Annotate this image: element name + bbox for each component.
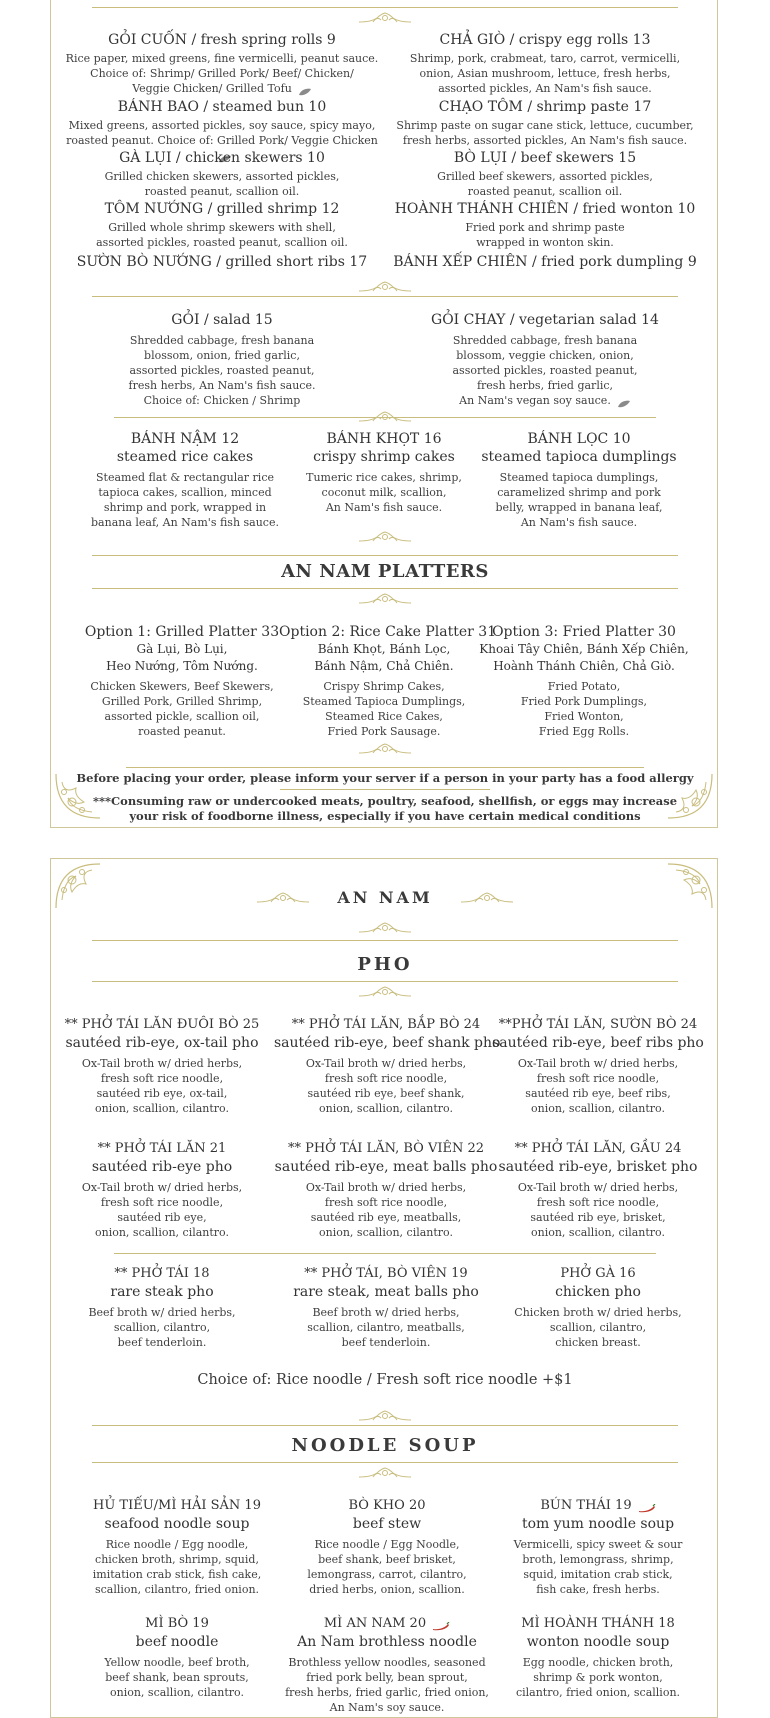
menu-item-description: sautéed rib eye, meatballs, [310, 1211, 462, 1224]
menu-item-description: Grilled chicken skewers, assorted pickles, [104, 170, 340, 183]
section-divider-line [92, 7, 678, 8]
menu-item-description: beef shank, bean sprouts, [105, 1671, 249, 1684]
section-divider-line [92, 555, 678, 556]
menu-item-description: assorted pickles, roasted peanut, [129, 364, 315, 377]
menu-item-description: fresh soft rice noodle, [536, 1072, 660, 1085]
menu-item-description: fresh herbs, fried garlic, [476, 379, 614, 392]
menu-item-subtitle: Khoai Tây Chiên, Bánh Xếp Chiên, [479, 642, 689, 656]
menu-item-description: blossom, onion, fried garlic, [144, 349, 300, 362]
menu-item-description: Grilled beef skewers, assorted pickles, [437, 170, 653, 183]
menu-item-description: fresh soft rice noodle, [324, 1072, 448, 1085]
menu-item-description: Choice of: Chicken / Shrimp [143, 394, 301, 407]
menu-item-subtitle: sautéed rib-eye, beef ribs pho [492, 1035, 704, 1051]
appetizer-item [380, 31, 710, 96]
menu-item-description: roasted peanut. [138, 725, 226, 738]
menu-item-description: Mixed greens, assorted pickles, soy sauce, spicy mayo, [68, 119, 376, 132]
platter-item [77, 623, 287, 739]
menu-item-description: onion, scallion, cilantro. [110, 1686, 244, 1699]
menu-item-description: scallion, cilantro, [549, 1321, 647, 1334]
menu-item-description: imitation crab stick, fish cake, [92, 1568, 262, 1581]
menu-item-description: beef tenderloin. [341, 1336, 431, 1349]
menu-item-description: onion, scallion, cilantro. [95, 1226, 229, 1239]
menu-item-description: An Nam's fish sauce. [520, 516, 638, 529]
rice-cake-item [479, 430, 679, 530]
menu-item-subtitle: rare steak, meat balls pho [293, 1284, 479, 1300]
top-flourish-ornament [357, 10, 413, 26]
menu-item-description: assorted pickles, roasted peanut, [452, 364, 638, 377]
menu-item-description: scallion, cilantro, meatballs, [307, 1321, 465, 1334]
menu-item-description: sautéed rib eye, beef shank, [307, 1087, 465, 1100]
salad-item [92, 311, 352, 408]
appetizer-item [380, 98, 710, 148]
menu-item-description: Vermicelli, spicy sweet & sour [513, 1538, 683, 1551]
menu-item-description: Chicken broth w/ dried herbs, [514, 1306, 682, 1319]
section-divider-line [92, 588, 678, 589]
spacer [380, 271, 710, 273]
menu-item-subtitle: Bánh Khọt, Bánh Lọc, [317, 642, 451, 656]
menu-item-name: BÁNH XẾP CHIÊN / fried pork dumpling 9 [393, 254, 697, 270]
menu-item-name: SƯỜN BÒ NƯỚNG / grilled short ribs 17 [76, 254, 368, 270]
menu-item-description: scallion, cilantro, fried onion. [94, 1583, 260, 1596]
appetizer-item [57, 149, 387, 199]
menu-item-description: Tumeric rice cakes, shrimp, [306, 471, 462, 484]
pho-item [50, 1265, 274, 1350]
chili-pepper-icon [432, 1619, 450, 1628]
menu-item-name: BÁNH NẬM 12 [130, 431, 240, 447]
menu-item-description: Fried Potato, [547, 680, 621, 693]
menu-item-name: **PHỞ TÁI LĂN, SƯỜN BÒ 24 [498, 1017, 698, 1032]
flourish-ornament [357, 741, 413, 757]
pho-item [486, 1140, 710, 1240]
menu-item-subtitle: rare steak pho [110, 1284, 214, 1300]
menu-item-name: BÚN THÁI 19 [488, 1497, 708, 1515]
menu-item-subtitle: sautéed rib-eye, ox-tail pho [65, 1035, 259, 1051]
menu-item-name: GỎI CUỐN / fresh spring rolls 9 [108, 32, 336, 48]
menu-item-description: Grilled Pork, Grilled Shrimp, [101, 695, 263, 708]
menu-item-description: coconut milk, scallion, [321, 486, 447, 499]
consumption-warning: ***Consuming raw or undercooked meats, poultry, seafood, shellfish, or eggs may increase [92, 794, 678, 808]
menu-item-description: Shrimp paste on sugar cane stick, lettuce, cucumber, [396, 119, 694, 132]
menu-item-description: fresh herbs, assorted pickles, An Nam's fish sauce. [402, 134, 688, 147]
menu-item-description: Veggie Chicken/ Grilled Tofu [57, 81, 387, 96]
noodle-soup-item [67, 1615, 287, 1700]
section-title-platters: AN NAM PLATTERS [281, 561, 489, 582]
menu-item-subtitle: sautéed rib-eye, beef shank pho [274, 1035, 501, 1051]
dashed-divider [280, 789, 490, 790]
menu-item-description: Shrimp, pork, crabmeat, taro, carrot, vermicelli, [409, 52, 681, 65]
menu-item-description: Beef broth w/ dried herbs, [88, 1306, 236, 1319]
divider-line [114, 1253, 656, 1254]
menu-item-name: ** PHỞ TÁI LĂN ĐUÔI BÒ 25 [64, 1017, 260, 1032]
allergy-note: Before placing your order, please inform your server if a person in your party has a food allergy [76, 771, 694, 785]
menu-item-description: Rice noodle / Egg noodle, [105, 1538, 249, 1551]
menu-item-name: BÁNH KHỌT 16 [326, 431, 442, 447]
rice-cake-item [284, 430, 484, 515]
menu-item-description: fish cake, fresh herbs. [536, 1583, 660, 1596]
menu-item-name: ** PHỞ TÁI, BÒ VIÊN 19 [304, 1266, 468, 1281]
menu-item-description: An Nam's fish sauce. [325, 501, 443, 514]
menu-item-description: onion, scallion, cilantro. [531, 1226, 665, 1239]
flourish-ornament [357, 279, 413, 295]
brand-name: AN NAM [337, 888, 433, 907]
menu-item-description: Fried pork and shrimp paste [465, 221, 625, 234]
spacer [57, 271, 387, 273]
menu-item-name: BÒ KHO 20 [348, 1498, 426, 1513]
menu-item-description: fresh herbs, fried garlic, fried onion, [285, 1686, 489, 1699]
menu-item-subtitle: An Nam brothless noodle [297, 1634, 477, 1650]
pho-item [486, 1016, 710, 1116]
platter-item [479, 623, 689, 739]
menu-item-subtitle: chicken pho [555, 1284, 641, 1300]
menu-item-description: Rice paper, mixed greens, fine vermicelli, peanut sauce. [65, 52, 379, 65]
menu-item-subtitle: steamed rice cakes [116, 449, 254, 465]
noodle-soup-item [488, 1497, 708, 1597]
menu-item-description: fresh soft rice noodle, [100, 1196, 224, 1209]
section-divider-line [92, 1462, 678, 1463]
leaf-icon [617, 397, 631, 405]
flourish-ornament [357, 984, 413, 1000]
menu-item-name: ** PHỞ TÁI LĂN, GẦU 24 [514, 1141, 682, 1156]
menu-item-description: onion, Asian mushroom, lettuce, fresh herbs, [419, 67, 671, 80]
menu-item-description: Ox-Tail broth w/ dried herbs, [81, 1181, 243, 1194]
menu-item-name: BÒ LỤI / beef skewers 15 [453, 150, 637, 166]
menu-item-description: Fried Wonton, [544, 710, 624, 723]
menu-item-subtitle: beef stew [352, 1516, 422, 1532]
menu-item-name: Option 2: Rice Cake Platter 31 [279, 624, 497, 640]
menu-item-description: Crispy Shrimp Cakes, [323, 680, 445, 693]
menu-item-name: GỎI CHAY / vegetarian salad 14 [431, 312, 659, 328]
menu-item-subtitle: Hoành Thánh Chiên, Chả Giò. [493, 659, 675, 673]
menu-item-description: sautéed rib eye, brisket, [530, 1211, 666, 1224]
menu-item-description: assorted pickles, roasted peanut, scallion oil. [96, 236, 348, 249]
menu-item-name: ** PHỞ TÁI 18 [114, 1266, 210, 1281]
noodle-soup-item [488, 1615, 708, 1700]
menu-item-description: sautéed rib eye, [117, 1211, 207, 1224]
menu-item-description: roasted peanut, scallion oil. [467, 185, 623, 198]
pho-item [274, 1016, 501, 1116]
menu-item-name: BÁNH BAO / steamed bun 10 [117, 99, 327, 115]
pho-item [50, 1016, 274, 1116]
appetizer-item [57, 200, 387, 250]
menu-item-description: Ox-Tail broth w/ dried herbs, [305, 1057, 467, 1070]
appetizer-item [57, 253, 387, 273]
platter-item [279, 623, 497, 739]
menu-item-description: scallion, cilantro, [113, 1321, 211, 1334]
salad-item [415, 311, 675, 408]
menu-item-description: Steamed Rice Cakes, [325, 710, 443, 723]
menu-item-description: Steamed Tapioca Dumplings, [302, 695, 466, 708]
menu-item-name: MÌ AN NAM 20 [277, 1615, 497, 1633]
menu-item-description: roasted peanut. Choice of: Grilled Pork/ Veggie Chicken [57, 133, 387, 163]
menu-item-subtitle: tom yum noodle soup [521, 1516, 675, 1532]
menu-item-name: ** PHỞ TÁI LĂN, BẮP BÒ 24 [291, 1017, 481, 1032]
menu-item-description: shrimp and pork, wrapped in [103, 501, 267, 514]
menu-item-description: onion, scallion, cilantro. [319, 1102, 453, 1115]
menu-item-name: HỦ TIẾU/MÌ HẢI SẢN 19 [93, 1498, 261, 1513]
noodle-soup-item [277, 1497, 497, 1597]
menu-item-description: onion, scallion, cilantro. [531, 1102, 665, 1115]
flourish-ornament [357, 529, 413, 545]
flourish-ornament [357, 1465, 413, 1481]
menu-item-description: assorted pickle, scallion oil, [104, 710, 260, 723]
menu-item-description: Egg noodle, chicken broth, [522, 1656, 674, 1669]
menu-item-name: GỎI / salad 15 [171, 312, 273, 328]
menu-item-description: Ox-Tail broth w/ dried herbs, [305, 1181, 467, 1194]
menu-item-subtitle: steamed tapioca dumplings [481, 449, 677, 465]
menu-item-name: HOÀNH THÁNH CHIÊN / fried wonton 10 [394, 201, 696, 217]
menu-item-description: onion, scallion, cilantro. [319, 1226, 453, 1239]
menu-item-name: CHẠO TÔM / shrimp paste 17 [438, 99, 652, 115]
appetizer-item [380, 149, 710, 199]
menu-item-description: fresh herbs, An Nam's fish sauce. [128, 379, 316, 392]
menu-item-description: fresh soft rice noodle, [324, 1196, 448, 1209]
menu-item-subtitle: sautéed rib-eye, brisket pho [498, 1159, 698, 1175]
pho-item [274, 1265, 498, 1350]
pho-item [274, 1140, 498, 1240]
menu-item-description: Yellow noodle, beef broth, [104, 1656, 250, 1669]
section-divider-line [92, 296, 678, 297]
menu-item-description: fresh soft rice noodle, [536, 1196, 660, 1209]
menu-item-description: Fried Egg Rolls. [538, 725, 630, 738]
menu-item-description: Steamed tapioca dumplings, [499, 471, 659, 484]
section-title-pho: PHO [357, 954, 413, 975]
menu-item-description: wrapped in wonton skin. [476, 236, 614, 249]
menu-item-description: Ox-Tail broth w/ dried herbs, [517, 1181, 679, 1194]
menu-item-name: GÀ LỤI / chicken skewers 10 [119, 150, 325, 166]
menu-item-name: TÔM NƯỚNG / grilled shrimp 12 [104, 201, 340, 217]
menu-item-description: squid, imitation crab stick, [523, 1568, 673, 1581]
pho-item [50, 1140, 274, 1240]
menu-item-description: banana leaf, An Nam's fish sauce. [91, 516, 279, 529]
menu-item-description: onion, scallion, cilantro. [95, 1102, 229, 1115]
menu-item-description: Shredded cabbage, fresh banana [452, 334, 638, 347]
menu-item-description: chicken broth, shrimp, squid, [95, 1553, 259, 1566]
menu-item-description: beef shank, beef brisket, [318, 1553, 456, 1566]
menu-item-description: sautéed rib eye, beef ribs, [525, 1087, 671, 1100]
consumption-warning: your risk of foodborne illness, especially if you have certain medical conditions [129, 809, 641, 823]
menu-item-subtitle: Heo Nướng, Tôm Nướng. [106, 659, 258, 673]
menu-item-description: An Nam's vegan soy sauce. [415, 393, 675, 408]
section-divider-line [92, 1425, 678, 1426]
menu-item-description: fried pork belly, bean sprout, [306, 1671, 468, 1684]
section-divider-line [92, 981, 678, 982]
menu-item-subtitle: seafood noodle soup [104, 1516, 250, 1532]
menu-item-name: ** PHỞ TÁI LĂN 21 [97, 1141, 227, 1156]
menu-item-description: Shredded cabbage, fresh banana [129, 334, 315, 347]
menu-item-subtitle: sautéed rib-eye, meat balls pho [274, 1159, 498, 1175]
menu-item-description: lemongrass, carrot, cilantro, [307, 1568, 467, 1581]
rice-cake-item [85, 430, 285, 530]
menu-item-description: fresh soft rice noodle, [100, 1072, 224, 1085]
menu-item-description: belly, wrapped in banana leaf, [495, 501, 663, 514]
corner-ornament [52, 770, 104, 822]
menu-item-description: caramelized shrimp and pork [497, 486, 661, 499]
menu-item-name: MÌ HOÀNH THÁNH 18 [521, 1616, 675, 1631]
appetizer-item [380, 253, 710, 273]
pho-item [486, 1265, 710, 1350]
menu-item-description: Fried Pork Dumplings, [520, 695, 648, 708]
menu-item-subtitle: wonton noodle soup [526, 1634, 670, 1650]
menu-item-description: Rice noodle / Egg Noodle, [314, 1538, 460, 1551]
menu-item-description: chicken breast. [555, 1336, 641, 1349]
flourish-ornament [357, 1408, 413, 1424]
menu-item-description: roasted peanut, scallion oil. [144, 185, 300, 198]
menu-item-description: sautéed rib eye, ox-tail, [96, 1087, 228, 1100]
menu-item-description: Brothless yellow noodles, seasoned [288, 1656, 486, 1669]
menu-item-name: PHỞ GÀ 16 [560, 1266, 636, 1281]
menu-item-name: CHẢ GIÒ / crispy egg rolls 13 [439, 32, 651, 48]
side-flourish-ornament [459, 890, 515, 906]
section-title-noodle-soup: NOODLE SOUP [291, 1435, 479, 1456]
menu-item-subtitle: Bánh Nậm, Chả Chiên. [314, 659, 454, 673]
menu-item-description: shrimp & pork wonton, [533, 1671, 663, 1684]
menu-item-subtitle: Gà Lụi, Bò Lụi, [136, 642, 228, 656]
chili-pepper-icon [638, 1501, 656, 1510]
menu-item-description: Choice of: Shrimp/ Grilled Pork/ Beef/ Chicken/ [90, 67, 354, 80]
menu-item-description: assorted pickles, An Nam's fish sauce. [438, 82, 652, 95]
divider-line [126, 767, 644, 768]
menu-item-description: tapioca cakes, scallion, minced [98, 486, 272, 499]
menu-item-description: beef tenderloin. [117, 1336, 207, 1349]
corner-ornament [664, 770, 716, 822]
section-divider-line [92, 940, 678, 941]
menu-item-description: cilantro, fried onion, scallion. [515, 1686, 681, 1699]
menu-item-description: Beef broth w/ dried herbs, [312, 1306, 460, 1319]
menu-item-description: Ox-Tail broth w/ dried herbs, [81, 1057, 243, 1070]
noodle-soup-item [277, 1615, 497, 1715]
menu-item-description: An Nam's soy sauce. [329, 1701, 445, 1714]
noodle-soup-item [67, 1497, 287, 1597]
menu-item-name: Option 1: Grilled Platter 33 [84, 624, 280, 640]
menu-item-name: ** PHỞ TÁI LĂN, BÒ VIÊN 22 [287, 1141, 485, 1156]
menu-item-description: Ox-Tail broth w/ dried herbs, [517, 1057, 679, 1070]
appetizer-item [380, 200, 710, 250]
side-flourish-ornament [255, 890, 311, 906]
menu-item-description: broth, lemongrass, shrimp, [522, 1553, 674, 1566]
menu-item-subtitle: crispy shrimp cakes [313, 449, 455, 465]
menu-item-description: Steamed flat & rectangular rice [96, 471, 274, 484]
flourish-ornament [357, 409, 413, 425]
menu-item-description: Chicken Skewers, Beef Skewers, [90, 680, 274, 693]
menu-item-description: blossom, veggie chicken, onion, [456, 349, 634, 362]
menu-item-name: Option 3: Fried Platter 30 [492, 624, 676, 640]
appetizer-item [57, 31, 387, 96]
flourish-ornament [357, 591, 413, 607]
menu-item-subtitle: beef noodle [135, 1634, 219, 1650]
menu-item-description: Fried Pork Sausage. [327, 725, 441, 738]
menu-item-name: MÌ BÒ 19 [145, 1616, 209, 1631]
menu-item-description: Grilled whole shrimp skewers with shell, [108, 221, 336, 234]
flourish-ornament [357, 920, 413, 936]
noodle-choice-note: Choice of: Rice noodle / Fresh soft rice noodle +$1 [197, 1372, 573, 1388]
menu-item-description: dried herbs, onion, scallion. [309, 1583, 465, 1596]
menu-item-subtitle: sautéed rib-eye pho [91, 1159, 233, 1175]
leaf-icon [298, 85, 312, 93]
menu-item-name: BÁNH LỌC 10 [527, 431, 631, 447]
